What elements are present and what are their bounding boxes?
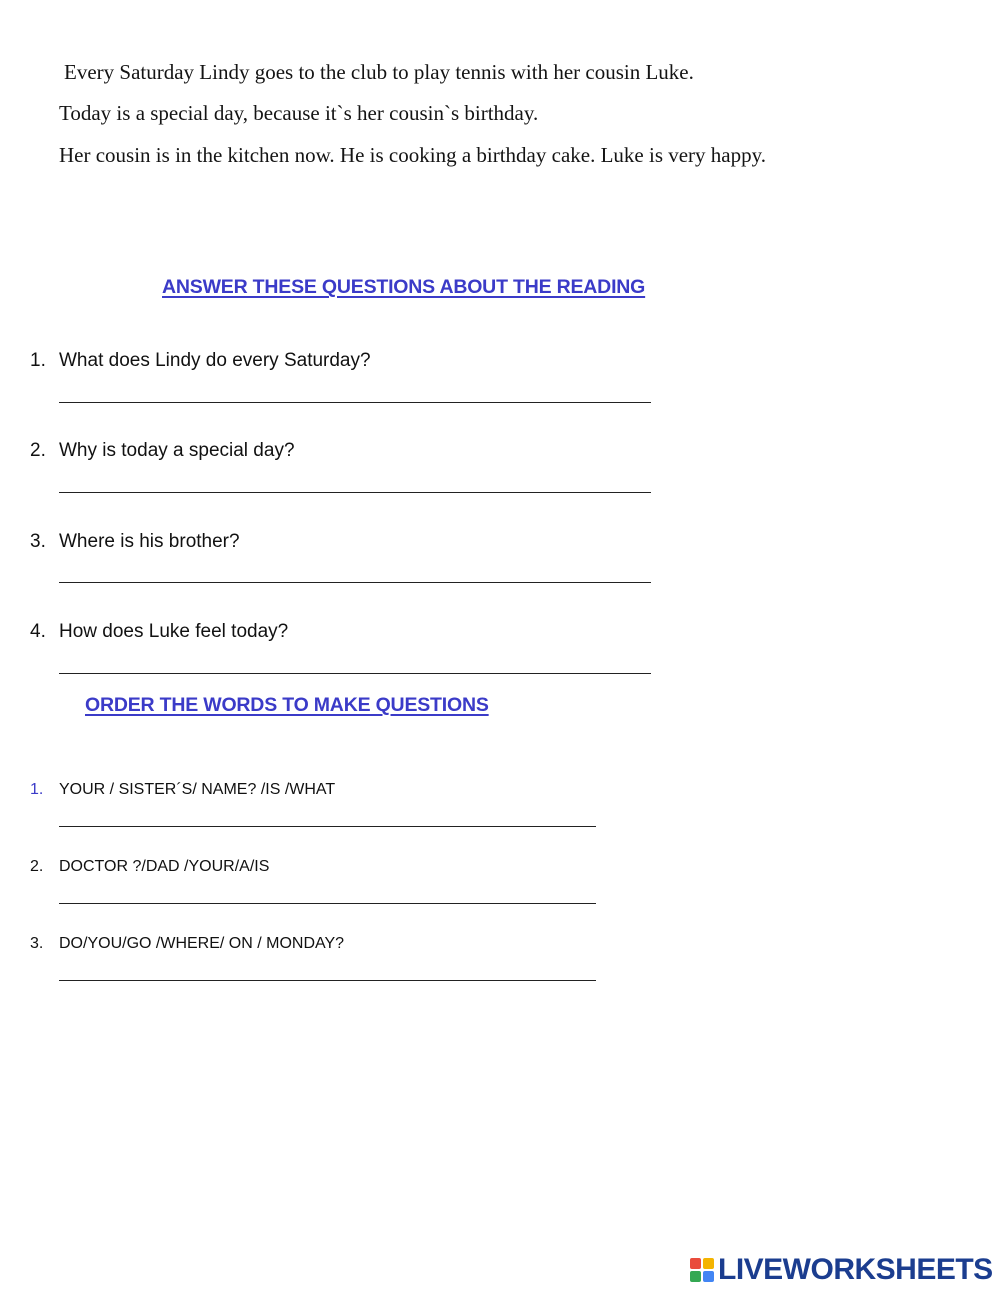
answer-line[interactable] xyxy=(59,826,596,827)
logo-mark-icon xyxy=(690,1258,714,1282)
answer-line[interactable] xyxy=(59,492,651,493)
liveworksheets-logo xyxy=(690,1254,993,1286)
reading-line-2: Today is a special day, because it`s her cousin`s birthday. xyxy=(59,101,539,125)
answer-line[interactable] xyxy=(59,673,651,674)
question-number: 2. xyxy=(30,440,46,461)
question-text: How does Luke feel today? xyxy=(59,621,289,642)
order-item-text: DOCTOR ?/DAD /YOUR/A/IS xyxy=(59,858,270,875)
section-heading-answer: ANSWER THESE QUESTIONS ABOUT THE READING xyxy=(162,276,646,298)
order-item-text: YOUR / SISTER´S/ NAME? /IS /WHAT xyxy=(59,781,336,798)
answer-line[interactable] xyxy=(59,903,596,904)
answer-line[interactable] xyxy=(59,980,596,981)
question-text: What does Lindy do every Saturday? xyxy=(59,350,371,371)
reading-line-3: Her cousin is in the kitchen now. He is cooking a birthday cake. Luke is very happy. xyxy=(59,143,767,167)
reading-line-1: Every Saturday Lindy goes to the club to play tennis with her cousin Luke. xyxy=(64,60,694,84)
answer-line[interactable] xyxy=(59,582,651,583)
question-text: Why is today a special day? xyxy=(59,440,295,461)
question-number: 3. xyxy=(30,531,46,552)
order-item-number: 1. xyxy=(30,781,44,798)
logo-wordmark: LIVEWORKSHEETS xyxy=(718,1253,993,1286)
answer-line[interactable] xyxy=(59,402,651,403)
question-text: Where is his brother? xyxy=(59,531,240,552)
order-item-number: 2. xyxy=(30,858,44,875)
question-number: 4. xyxy=(30,621,46,642)
section-heading-order: ORDER THE WORDS TO MAKE QUESTIONS xyxy=(85,694,489,716)
order-item-text: DO/YOU/GO /WHERE/ ON / MONDAY? xyxy=(59,935,345,952)
order-item-number: 3. xyxy=(30,935,44,952)
question-number: 1. xyxy=(30,350,46,371)
